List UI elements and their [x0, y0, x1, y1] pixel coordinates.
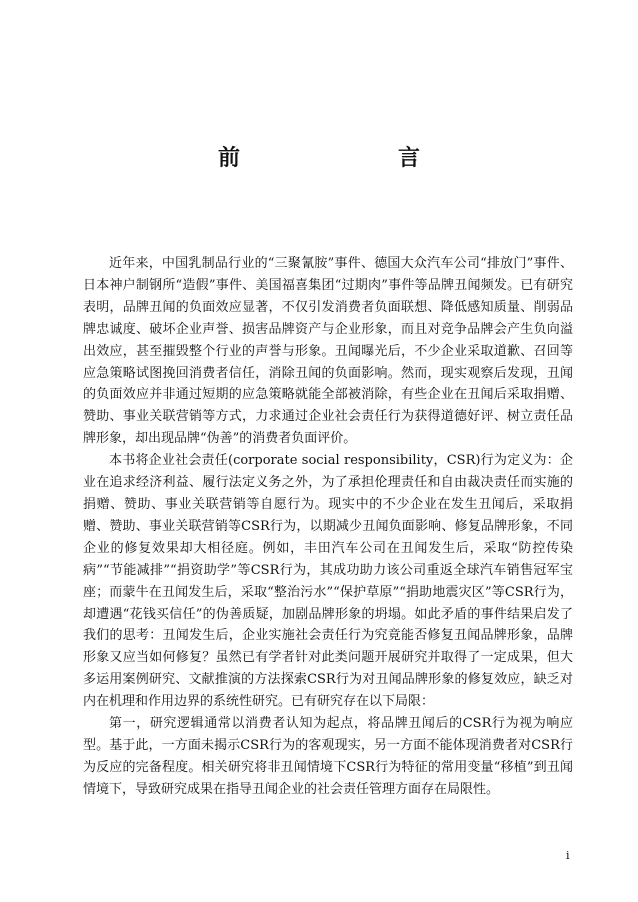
paragraph-2: 本书将企业社会责任(corporate social responsibility，CSR)行为定义为：企业在追求经济利益、履行法定义务之外，为了承担伦理责任和自由裁决责任而实施的捐赠、赞助、事业关联营销等自愿行为。现实中的不少企业在发生丑闻后，采取捐赠、赞助、事业关联营销等CSR行为，以期减少丑闻负面影响、修复品牌形象，不同企业的修复效果却大相径庭。例如，丰田汽车公司在丑闻发生后，采取“防控传染病”“节能减排”“捐资助学”等CSR行为，其成功助力该公司重返全球汽车销售冠军宝座；而蒙牛在丑闻发生后，采取“整治污水”“保护草原”“捐助地震灾区”等CSR行为，却遭遇“花钱买信任”的伪善质疑，加剧品牌形象的坍塌。如此矛盾的事件结果启发了我们的思考：丑闻发生后，企业实施社会责任行为究竟能否修复丑闻品牌形象，品牌形象又应当如何修复？虽然已有学者针对此类问题开展研究并取得了一定成果，但大多运用案例研究、文献推演的方法探索CSR行为对丑闻品牌形象的修复效应，缺乏对内在机理和作用边界的系统性研究。已有研究存在以下局限： [83, 453, 573, 710]
paragraph-1: 近年来，中国乳制品行业的“三聚氰胺”事件、德国大众汽车公司“排放门”事件、日本神户制钢所“造假”事件、美国福喜集团“过期肉”事件等品牌丑闻频发。已有研究表明，品牌丑闻的负面效应显著，不仅引发消费者负面联想、降低感知质量、削弱品牌忠诚度、破坏企业声誉、损害品牌资产与企业形象，而且对竞争品牌会产生负向溢出效应，甚至摧毁整个行业的声誉与形象。丑闻曝光后，不少企业采取道歉、召回等应急策略试图挽回消费者信任，消除丑闻的负面影响。然而，现实观察后发现，丑闻的负面效应并非通过短期的应急策略就能全部被消除，有些企业在丑闻后采取捐赠、赞助、事业关联营销等方式，力求通过企业社会责任行为获得道德好评、树立责任品牌形象，却出现品牌“伪善”的消费者负面评价。 [83, 256, 573, 447]
paragraph-3: 第一，研究逻辑通常以消费者认知为起点，将品牌丑闻后的CSR行为视为响应型。基于此，一方面未揭示CSR行为的客观现实，另一方面不能体现消费者对CSR行为反应的完备程度。相关研究将非丑闻情境下CSR行为特征的常用变量“移植”到丑闻情境下，导致研究成果在指导丑闻企业的社会责任管理方面存在局限性。 [83, 716, 573, 797]
page-number: i [566, 849, 570, 862]
preface-body [83, 253, 573, 801]
page-title: 前 言 [217, 145, 458, 171]
